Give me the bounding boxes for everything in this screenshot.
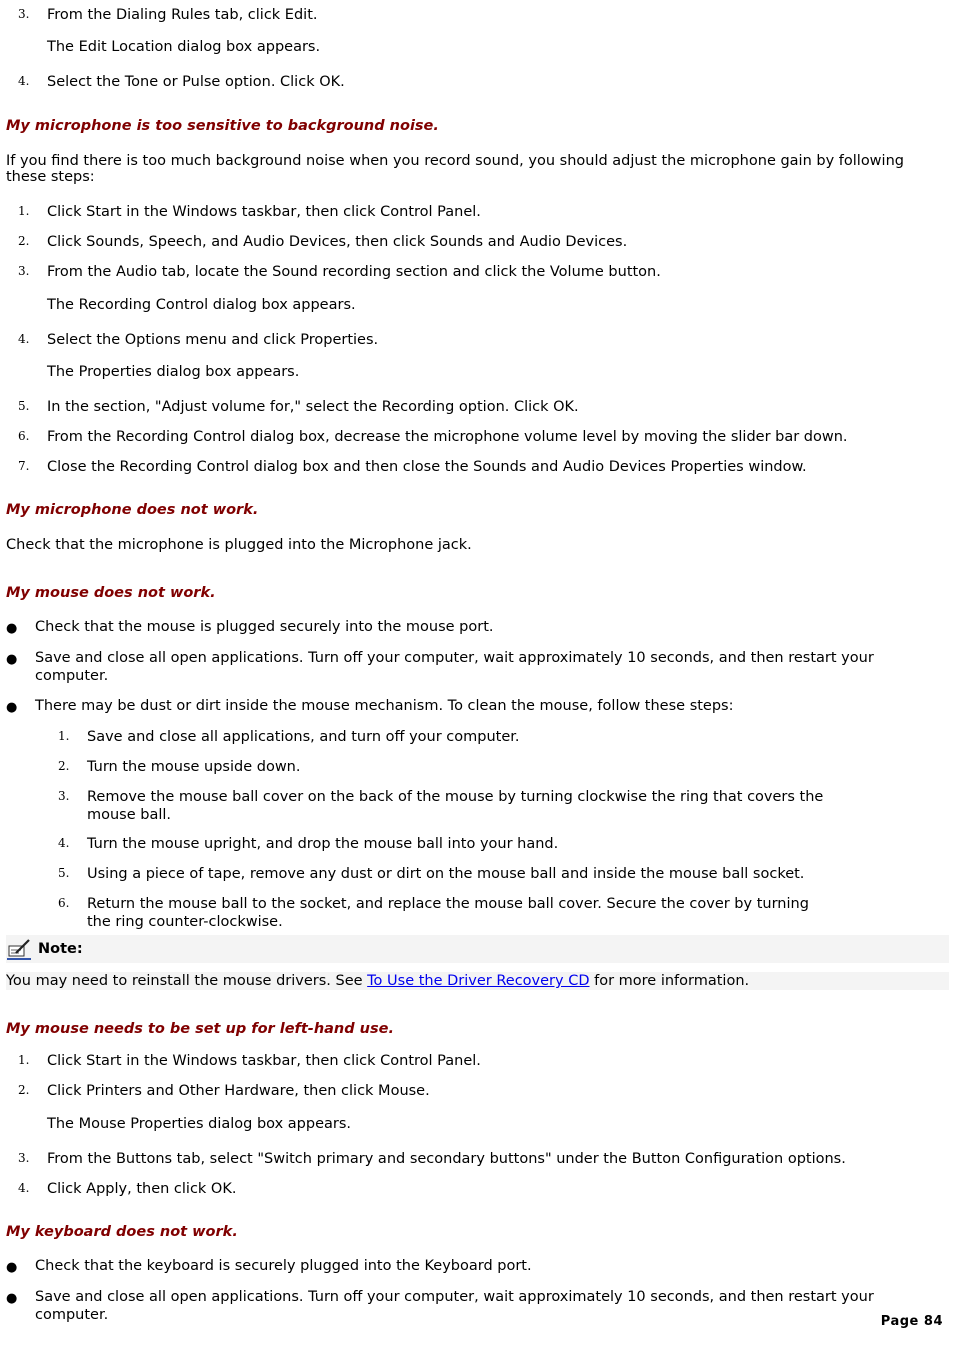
step-number: 5.: [18, 399, 30, 413]
step-text: Click Sounds, Speech, and Audio Devices, then click Sounds and Audio Devices.: [47, 234, 628, 250]
bullet-icon: ●: [6, 1291, 18, 1306]
bullet-text: Check that the keyboard is securely plugged into the Keyboard port.: [35, 1258, 532, 1274]
section-heading-keyboard: My keyboard does not work.: [6, 1224, 238, 1240]
intro-text: If you find there is too much background noise when you record sound, you should adjust the microphone gain by following: [6, 153, 904, 169]
step-text: From the Buttons tab, select "Switch primary and secondary buttons" under the Button Configuration options.: [47, 1151, 846, 1167]
note-header: [6, 935, 949, 963]
note-text-before: You may need to reinstall the mouse drivers. See: [6, 973, 368, 989]
step-text: Click Start in the Windows taskbar, then click Control Panel.: [47, 1053, 481, 1069]
step-number: 2.: [58, 759, 70, 773]
paragraph: Check that the microphone is plugged into the Microphone jack.: [6, 537, 472, 553]
step-number: 1.: [18, 204, 30, 218]
step-number: 4.: [18, 332, 30, 346]
step-text: From the Dialing Rules tab, click Edit.: [47, 7, 318, 23]
step-number: 2.: [18, 234, 30, 248]
step-text: Save and close all applications, and turn off your computer.: [87, 729, 520, 745]
page-number: Page 84: [880, 1314, 943, 1329]
step-text: From the Audio tab, locate the Sound recording section and click the Volume button.: [47, 264, 661, 280]
bullet-text: Save and close all open applications. Turn off your computer, wait approximately 10 seconds, and then restart your: [35, 650, 874, 666]
step-result: The Properties dialog box appears.: [47, 364, 300, 380]
bullet-text: computer.: [35, 1307, 109, 1323]
step-number: 6.: [58, 896, 70, 910]
step-number: 3.: [18, 1151, 30, 1165]
step-number: 3.: [18, 264, 30, 278]
bullet-text: There may be dust or dirt inside the mouse mechanism. To clean the mouse, follow these steps:: [35, 698, 734, 714]
step-number: 3.: [18, 7, 30, 21]
note-pencil-icon: [7, 937, 33, 961]
step-number: 4.: [18, 1181, 30, 1195]
step-number: 2.: [18, 1083, 30, 1097]
step-text: Select the Options menu and click Properties.: [47, 332, 379, 348]
section-heading-mic-noise: My microphone is too sensitive to background noise.: [6, 118, 439, 134]
step-text: In the section, "Adjust volume for," select the Recording option. Click OK.: [47, 399, 579, 415]
step-text: Turn the mouse upside down.: [87, 759, 301, 775]
step-number: 6.: [18, 429, 30, 443]
step-text: the ring counter-clockwise.: [87, 914, 283, 930]
step-text: Return the mouse ball to the socket, and replace the mouse ball cover. Secure the cover by turning: [87, 896, 809, 912]
step-text: From the Recording Control dialog box, decrease the microphone volume level by moving the slider bar down.: [47, 429, 848, 445]
step-text: Select the Tone or Pulse option. Click OK.: [47, 74, 345, 90]
bullet-icon: ●: [6, 621, 18, 636]
note-text: [6, 973, 749, 990]
step-text: Turn the mouse upright, and drop the mouse ball into your hand.: [87, 836, 559, 852]
note-label: Note:: [38, 941, 83, 957]
step-text: mouse ball.: [87, 807, 172, 823]
intro-text: these steps:: [6, 169, 95, 185]
step-text: Click Printers and Other Hardware, then click Mouse.: [47, 1083, 430, 1099]
step-number: 3.: [58, 789, 70, 803]
step-result: The Mouse Properties dialog box appears.: [47, 1116, 351, 1132]
step-text: Using a piece of tape, remove any dust or dirt on the mouse ball and inside the mouse ball socket.: [87, 866, 805, 882]
driver-recovery-link[interactable]: To Use the Driver Recovery CD: [367, 973, 590, 989]
step-result: The Recording Control dialog box appears.: [47, 297, 356, 313]
bullet-icon: ●: [6, 652, 18, 667]
bullet-text: Check that the mouse is plugged securely into the mouse port.: [35, 619, 494, 635]
step-number: 1.: [18, 1053, 30, 1067]
note-text-after: for more information.: [589, 973, 750, 989]
step-number: 5.: [58, 866, 70, 880]
section-heading-mouse-fail: My mouse does not work.: [6, 585, 216, 601]
step-number: 7.: [18, 459, 30, 473]
step-number: 4.: [58, 836, 70, 850]
section-heading-mic-fail: My microphone does not work.: [6, 502, 259, 518]
step-text: Click Apply, then click OK.: [47, 1181, 237, 1197]
step-result: The Edit Location dialog box appears.: [47, 39, 321, 55]
step-text: Remove the mouse ball cover on the back of the mouse by turning clockwise the ring that covers the: [87, 789, 824, 805]
step-number: 4.: [18, 74, 30, 88]
bullet-text: Save and close all open applications. Turn off your computer, wait approximately 10 seconds, and then restart your: [35, 1289, 874, 1305]
step-text: Close the Recording Control dialog box and then close the Sounds and Audio Devices Properties window.: [47, 459, 807, 475]
step-text: Click Start in the Windows taskbar, then click Control Panel.: [47, 204, 481, 220]
section-heading-mouse-left: My mouse needs to be set up for left-hand use.: [6, 1021, 394, 1037]
bullet-text: computer.: [35, 668, 109, 684]
step-number: 1.: [58, 729, 70, 743]
bullet-icon: ●: [6, 700, 18, 715]
bullet-icon: ●: [6, 1260, 18, 1275]
